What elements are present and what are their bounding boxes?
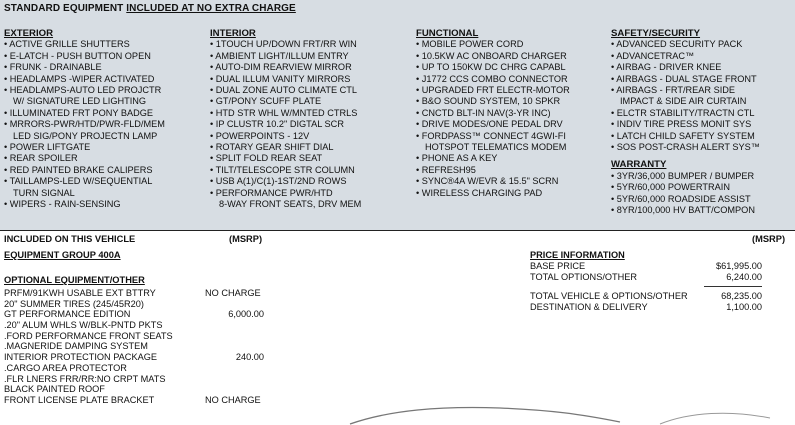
option-label: BLACK PAINTED ROOF — [4, 384, 105, 395]
option-price: 6,000.00 — [228, 309, 264, 320]
exterior-item: • FRUNK - DRAINABLE — [4, 62, 102, 73]
price-information — [530, 250, 762, 313]
functional-item: • DRIVE MODES/ONE PEDAL DRV — [416, 119, 563, 130]
total-vehicle-value: 68,235.00 — [721, 291, 762, 301]
option-label: .FORD PERFORMANCE FRONT SEATS — [4, 330, 173, 341]
optional-equipment-rows — [4, 288, 294, 406]
option-label: FRONT LICENSE PLATE BRACKET — [4, 394, 155, 405]
exterior-item: • ACTIVE GRILLE SHUTTERS — [4, 39, 130, 50]
exterior-item: • TAILLAMPS-LED W/SEQUENTIAL — [4, 176, 153, 187]
safety-heading: SAFETY/SECURITY — [611, 28, 701, 39]
interior-item: • DUAL ILLUM VANITY MIRRORS — [210, 73, 351, 84]
total-options-row — [530, 272, 762, 283]
option-price: NO CHARGE — [205, 394, 261, 405]
warranty-item: • 3YR/36,000 BUMPER / BUMPER — [611, 170, 755, 181]
exterior-item: • POWER LIFTGATE — [4, 142, 91, 153]
functional-item: HOTSPOT TELEMATICS MODEM — [425, 142, 567, 153]
msrp-label-right: (MSRP) — [752, 234, 786, 244]
option-price: NO CHARGE — [205, 288, 261, 298]
option-row — [4, 288, 294, 299]
exterior-item: W/ SIGNATURE LED LIGHTING — [13, 96, 147, 107]
functional-item: • J1772 CCS COMBO CONNECTOR — [416, 73, 568, 84]
safety-item: • ADVANCETRAC™ — [611, 50, 695, 61]
safety-item: • SOS POST-CRASH ALERT SYS™ — [611, 142, 760, 153]
interior-list — [210, 39, 361, 210]
option-row — [4, 363, 294, 374]
interior-item: • POWERPOINTS - 12V — [210, 130, 310, 141]
option-row — [4, 299, 294, 310]
functional-column — [416, 28, 570, 199]
safety-list — [611, 39, 760, 153]
warranty-item: • 5YR/60,000 POWERTRAIN — [611, 182, 730, 193]
destination-value: 1,100.00 — [726, 302, 762, 312]
base-price-value: $61,995.00 — [716, 261, 762, 271]
option-row — [4, 320, 294, 331]
interior-item: • TILT/TELESCOPE STR COLUMN — [210, 164, 355, 175]
exterior-item: TURN SIGNAL — [13, 187, 75, 198]
option-label: .CARGO AREA PROTECTOR — [4, 362, 127, 373]
option-label: .MAGNERIDE DAMPING SYSTEM — [4, 341, 148, 352]
exterior-item: • ILLUMINATED FRT PONY BADGE — [4, 107, 154, 118]
safety-item: • ADVANCED SECURITY PACK — [611, 39, 743, 50]
safety-item: • ELCTR STABILITY/TRACTN CTL — [611, 107, 755, 118]
functional-item: • SYNC®4A W/EVR & 15.5" SCRN — [416, 176, 559, 187]
interior-heading: INTERIOR — [210, 28, 256, 39]
option-label: PRFM/91KWH USABLE EXT BTTRY — [4, 288, 156, 298]
destination-label: DESTINATION & DELIVERY — [530, 302, 648, 312]
subtotal-rule-row — [530, 283, 762, 291]
total-options-value: 6,240.00 — [726, 272, 762, 282]
interior-column — [210, 28, 361, 211]
vehicle-pricing-panel — [0, 232, 795, 425]
exterior-item: • WIPERS - RAIN-SENSING — [4, 199, 121, 210]
exterior-item: • MRRORS-PWR/HTD/PWR-FLD/MEM — [4, 119, 165, 130]
option-label: INTERIOR PROTECTION PACKAGE — [4, 352, 157, 363]
interior-item: • AMBIENT LIGHT/ILLUM ENTRY — [210, 50, 349, 61]
option-row — [4, 374, 294, 385]
title-prefix: STANDARD EQUIPMENT — [4, 3, 127, 14]
equipment-group: EQUIPMENT GROUP 400A — [4, 250, 121, 260]
warranty-list — [611, 171, 760, 217]
option-row — [4, 384, 294, 395]
exterior-item: LED SIG/PONY PROJECTN LAMP — [13, 130, 158, 141]
safety-item: • INDIV TIRE PRESS MONIT SYS — [611, 119, 752, 130]
functional-item: • WIRELESS CHARGING PAD — [416, 187, 543, 198]
option-row — [4, 352, 294, 363]
interior-item: • DUAL ZONE AUTO CLIMATE CTL — [210, 85, 358, 96]
vehicle-roofline — [350, 408, 620, 424]
total-options-label: TOTAL OPTIONS/OTHER — [530, 272, 638, 282]
interior-item: 8-WAY FRONT SEATS, DRV MEM — [219, 199, 362, 210]
title-emphasis: INCLUDED AT NO EXTRA CHARGE — [126, 3, 296, 14]
functional-item: • PHONE AS A KEY — [416, 153, 498, 164]
optional-equipment-list — [4, 288, 294, 406]
total-vehicle-label: TOTAL VEHICLE & OPTIONS/OTHER — [530, 291, 688, 301]
option-row — [4, 395, 294, 406]
included-heading: INCLUDED ON THIS VEHICLE — [4, 234, 136, 244]
functional-item: • B&O SOUND SYSTEM, 10 SPKR — [416, 96, 561, 107]
functional-heading: FUNCTIONAL — [416, 28, 479, 39]
functional-item: • 10.5KW AC ONBOARD CHARGER — [416, 50, 567, 61]
safety-item: • AIRBAGS - DUAL STAGE FRONT — [611, 73, 757, 84]
exterior-item: • REAR SPOILER — [4, 153, 78, 164]
option-label: GT PERFORMANCE EDITION — [4, 309, 131, 320]
warranty-heading: WARRANTY — [611, 159, 667, 171]
warranty-item: • 8YR/100,000 HV BATT/COMPON — [611, 205, 755, 216]
functional-item: • FORDPASS™ CONNECT 4GWI-FI — [416, 130, 566, 141]
safety-item: IMPACT & SIDE AIR CURTAIN — [620, 96, 747, 107]
interior-item: • PERFORMANCE PWR/HTD — [210, 187, 333, 198]
interior-item: • HTD STR WHL W/MNTED CTRLS — [210, 107, 358, 118]
functional-item: • REFRESH95 — [416, 164, 476, 175]
safety-column — [611, 28, 760, 217]
functional-list — [416, 39, 570, 199]
price-information-heading: PRICE INFORMATION — [530, 250, 625, 260]
vehicle-outline-graphic — [330, 400, 795, 425]
exterior-item: • RED PAINTED BRAKE CALIPERS — [4, 164, 153, 175]
base-price-row — [530, 261, 762, 272]
safety-item: • LATCH CHILD SAFETY SYSTEM — [611, 130, 755, 141]
functional-item: • CNCTD BLT-IN NAV(3-YR INC) — [416, 107, 551, 118]
interior-item: • 1TOUCH UP/DOWN FRT/RR WIN — [210, 39, 357, 50]
exterior-item: • HEADLAMPS-AUTO LED PROJCTR — [4, 85, 162, 96]
option-label: 20" SUMMER TIRES (245/45R20) — [4, 298, 144, 309]
base-price-label: BASE PRICE — [530, 261, 586, 271]
functional-item: • UPGRADED FRT ELECTR-MOTOR — [416, 85, 570, 96]
exterior-list — [4, 39, 165, 210]
exterior-item: • E-LATCH - PUSH BUTTON OPEN — [4, 50, 151, 61]
interior-item: • ROTARY GEAR SHIFT DIAL — [210, 142, 334, 153]
interior-item: • IP CLUSTR 10.2" DIGTAL SCR — [210, 119, 344, 130]
standard-equipment-title — [4, 3, 296, 14]
exterior-heading: EXTERIOR — [4, 28, 54, 39]
interior-item: • USB A(1)/C(1)-1ST/2ND ROWS — [210, 176, 347, 187]
interior-item: • GT/PONY SCUFF PLATE — [210, 96, 322, 107]
option-label: .20" ALUM WHLS W/BLK-PNTD PKTS — [4, 320, 163, 331]
interior-item: • AUTO-DIM REARVIEW MIRROR — [210, 62, 352, 73]
option-price: 240.00 — [235, 352, 264, 363]
safety-item: • AIRBAGS - FRT/REAR SIDE — [611, 85, 736, 96]
optional-equipment-heading: OPTIONAL EQUIPMENT/OTHER — [4, 275, 145, 285]
exterior-column — [4, 28, 165, 211]
functional-item: • UP TO 150KW DC CHRG CAPABL — [416, 62, 566, 73]
msrp-label-left: (MSRP) — [229, 234, 263, 244]
option-label: .FLR LNERS FRR/RR:NO CRPT MATS — [4, 373, 166, 384]
safety-item: • AIRBAG - DRIVER KNEE — [611, 62, 722, 73]
option-row — [4, 341, 294, 352]
option-row — [4, 331, 294, 342]
interior-item: • SPLIT FOLD REAR SEAT — [210, 153, 323, 164]
vehicle-hood-line — [660, 413, 770, 424]
destination-row — [530, 302, 762, 313]
warranty-item: • 5YR/60,000 ROADSIDE ASSIST — [611, 193, 751, 204]
option-row — [4, 309, 294, 320]
subtotal-rule — [704, 286, 762, 287]
exterior-item: • HEADLAMPS -WIPER ACTIVATED — [4, 73, 155, 84]
functional-item: • MOBILE POWER CORD — [416, 39, 524, 50]
total-vehicle-row — [530, 291, 762, 302]
